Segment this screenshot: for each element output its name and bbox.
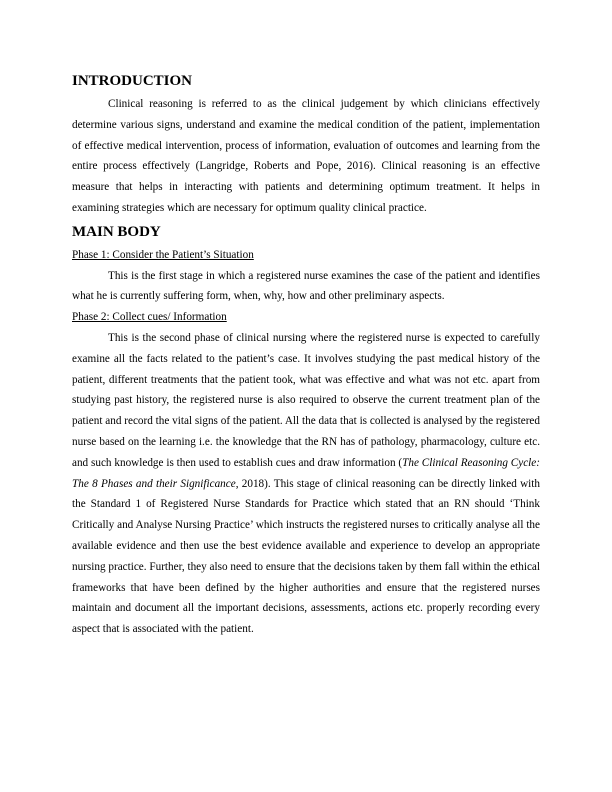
phase-2-text-part2: , 2018). This stage of clinical reasoning can be directly linked with the Standard 1 of Registered Nurse Standards for Practice which stated that an RN should ‘Think Critically and Analyse Nursing Practice’ which instructs the registered nurses to critically analyse all the available evidence and then use the best evidence available and experience to develop an appropriate nursing practice. Further, they also need to ensure that the decisions taken by them fall within the ethical frameworks that have been defined by the higher authorities and ensure that the registered nurses maintain and document all the important decisions, assessments, actions etc. properly recording every aspect that is associated with the patient. [72,477,540,636]
document-page [72,72,540,640]
citation-title: The Clinical Reasoning Cycle: The 8 Phases and their Significance [72,456,540,490]
phase-1-paragraph: This is the first stage in which a registered nurse examines the case of the patient and identifies what he is currently suffering form, when, why, how and other preliminary aspects. [72,269,540,303]
phase-2-title: Phase 2: Collect cues/ Information [72,311,227,324]
introduction-heading: INTRODUCTION [72,73,193,89]
phase-1-title: Phase 1: Consider the Patient’s Situation [72,248,254,261]
phase-2-paragraph [72,328,540,640]
introduction-paragraph: Clinical reasoning is referred to as the clinical judgement by which clinicians effectively determine various signs, understand and examine the medical condition of the patient, implementation of effective medical intervention, process of information, evaluation of outcomes and learning from the entire process effectively (Langridge, Roberts and Pope, 2016). Clinical reasoning is an effective measure that helps in interacting with patients and determining optimum treatment. It helps in examining strategies which are necessary for optimum quality clinical practice. [72,98,540,214]
main-body-heading: MAIN BODY [72,223,161,240]
phase-2-text-part1: This is the second phase of clinical nursing where the registered nurse is expected to carefully examine all the facts related to the patient’s case. It involves studying the past medical history of the patient, different treatments that the patient took, what was effective and what was not etc. apart from studying past history, the registered nurse is also required to observe the current treatment plan of the patient and record the vital signs of the patient. All the data that is collected is analysed by the registered nurse based on the learning i.e. the knowledge that the RN has of pathology, pharmacology, culture etc. and such knowledge is then used to establish cues and draw information ( [72,331,540,469]
